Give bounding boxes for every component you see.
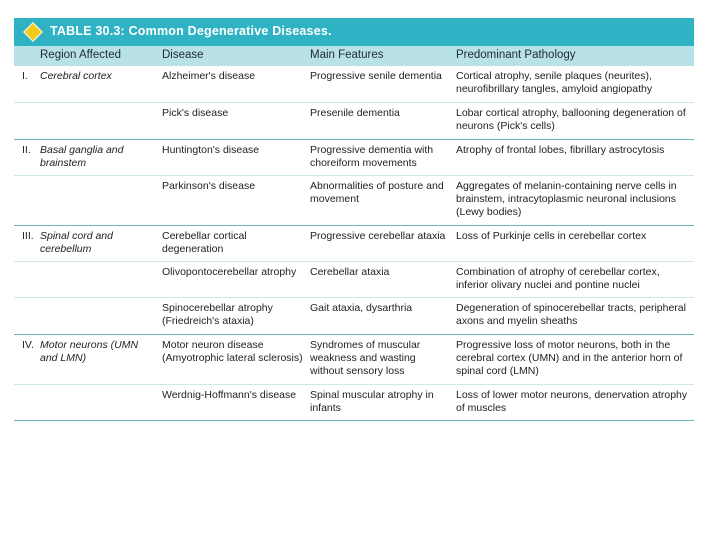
features-cell: Progressive dementia with choreiform movements <box>310 144 434 169</box>
region-cell: Spinal cord and cerebellum <box>40 230 113 255</box>
disease-cell: Parkinson's disease <box>162 180 256 192</box>
disease-cell: Olivopontocerebellar atrophy <box>162 266 297 278</box>
region-cell: Cerebral cortex <box>40 70 112 82</box>
table-row <box>14 334 694 384</box>
disease-table <box>14 18 694 421</box>
pathology-cell: Loss of lower motor neurons, denervation atrophy of muscles <box>456 389 688 414</box>
row-number: I. <box>22 70 28 82</box>
pathology-cell: Cortical atrophy, senile plaques (neurites), neurofibrillary tangles, amyloid angiopathy <box>456 70 653 95</box>
disease-cell: Huntington's disease <box>162 144 260 156</box>
features-cell: Abnormalities of posture and movement <box>310 180 444 205</box>
table-row <box>14 261 694 297</box>
header-pathology: Predominant Pathology <box>456 49 576 61</box>
features-cell: Progressive senile dementia <box>310 70 442 82</box>
table-header-row <box>14 46 694 66</box>
row-number: III. <box>22 230 34 242</box>
table-row <box>14 225 694 261</box>
features-cell: Spinal muscular atrophy in infants <box>310 389 434 414</box>
pathology-cell: Lobar cortical atrophy, ballooning degeneration of neurons (Pick's cells) <box>456 107 686 132</box>
features-cell: Progressive cerebellar ataxia <box>310 230 446 242</box>
row-number: IV. <box>22 339 34 351</box>
region-cell: Motor neurons (UMN and LMN) <box>40 339 139 364</box>
features-cell: Cerebellar ataxia <box>310 266 390 278</box>
features-cell: Presenile dementia <box>310 107 400 119</box>
pathology-cell: Combination of atrophy of cerebellar cortex, inferior olivary nuclei and pontine nuclei <box>456 266 660 291</box>
table-title-bar <box>14 18 694 46</box>
header-disease: Disease <box>162 49 204 61</box>
table-row <box>14 384 694 420</box>
table-row <box>14 297 694 334</box>
diamond-icon <box>23 22 43 42</box>
table-title: TABLE 30.3: Common Degenerative Diseases. <box>50 24 332 38</box>
disease-cell: Cerebellar cortical degeneration <box>162 230 247 255</box>
disease-cell: Pick's disease <box>162 107 229 119</box>
table-row <box>14 102 694 139</box>
disease-cell: Alzheimer's disease <box>162 70 256 82</box>
table-row <box>14 66 694 102</box>
table-row <box>14 175 694 225</box>
features-cell: Gait ataxia, dysarthria <box>310 302 413 314</box>
pathology-cell: Degeneration of spinocerebellar tracts, peripheral axons and myelin sheaths <box>456 302 686 327</box>
disease-cell: Motor neuron disease (Amyotrophic lateral sclerosis) <box>162 339 303 364</box>
pathology-cell: Progressive loss of motor neurons, both in the cerebral cortex (UMN) and in the anterior horn of spinal cord (LMN) <box>456 339 683 377</box>
disease-cell: Werdnig-Hoffmann's disease <box>162 389 297 401</box>
region-cell: Basal ganglia and brainstem <box>40 144 124 169</box>
row-number: II. <box>22 144 31 156</box>
table-row <box>14 139 694 175</box>
header-features: Main Features <box>310 49 384 61</box>
pathology-cell: Aggregates of melanin-containing nerve cells in brainstem, intracytoplasmic neuronal inclusions (Lewy bodies) <box>456 180 677 218</box>
disease-cell: Spinocerebellar atrophy (Friedreich's ataxia) <box>162 302 273 327</box>
features-cell: Syndromes of muscular weakness and wasting without sensory loss <box>310 339 421 377</box>
pathology-cell: Atrophy of frontal lobes, fibrillary astrocytosis <box>456 144 665 156</box>
header-region: Region Affected <box>40 49 121 61</box>
table-bottom-rule <box>14 420 694 421</box>
pathology-cell: Loss of Purkinje cells in cerebellar cortex <box>456 230 647 242</box>
